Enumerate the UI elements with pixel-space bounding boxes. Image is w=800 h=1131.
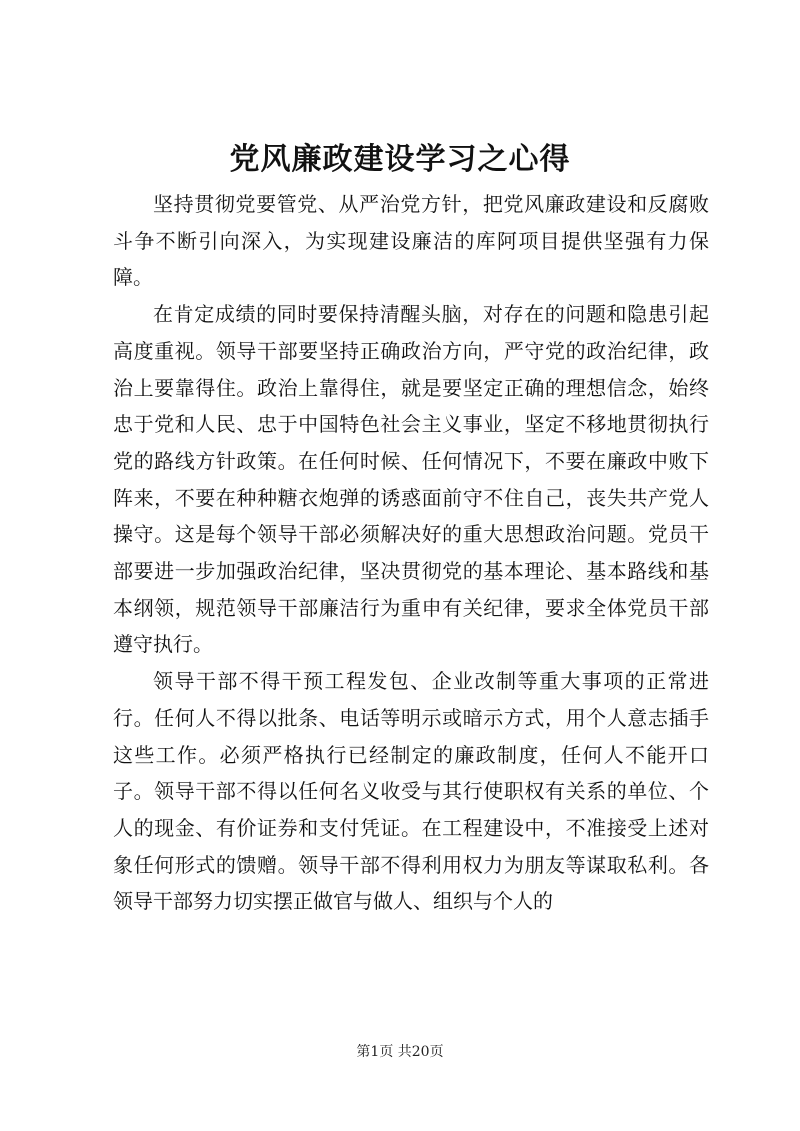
paragraph-2: 在肯定成绩的同时要保持清醒头脑，对存在的问题和隐患引起高度重视。领导干部要坚持正确政治方向，严守党的政治纪律，政治上要靠得住。政治上靠得住，就是要坚定正确的理想信念，始终忠于党和人民、忠于中国特色社会主义事业，坚定不移地贯彻执行党的路线方针政策。在任何时候、任何情况下，不要在廉政中败下阵来，不要在种种糖衣炮弹的诱惑面前守不住自己，丧失共产党人操守。这是每个领导干部必须解决好的重大思想政治问题。党员干部要进一步加强政治纪律，坚决贯彻党的基本理论、基本路线和基本纲领，规范领导干部廉洁行为重申有关纪律，要求全体党员干部遵守执行。 — [113, 302, 709, 657]
paragraph-3: 领导干部不得干预工程发包、企业改制等重大事项的正常进行。任何人不得以批条、电话等明示或暗示方式，用个人意志插手这些工作。必须严格执行已经制定的廉政制度，任何人不能开口子。领导干部不得以任何名义收受与其行使职权有关系的单位、个人的现金、有价证券和支付凭证。在工程建设中，不准接受上述对象任何形式的馈赠。领导干部不得利用权力为朋友等谋取私利。各领导干部努力切实摆正做官与做人、组织与个人的 — [113, 669, 709, 914]
document-body — [113, 186, 709, 920]
paragraph-1: 坚持贯彻党要管党、从严治党方针，把党风廉政建设和反腐败斗争不断引向深入，为实现建设廉洁的库阿项目提供坚强有力保障。 — [113, 192, 709, 290]
page-footer: 第1页 共20页 — [356, 1044, 444, 1060]
document-title: 党风廉政建设学习之心得 — [229, 142, 571, 177]
